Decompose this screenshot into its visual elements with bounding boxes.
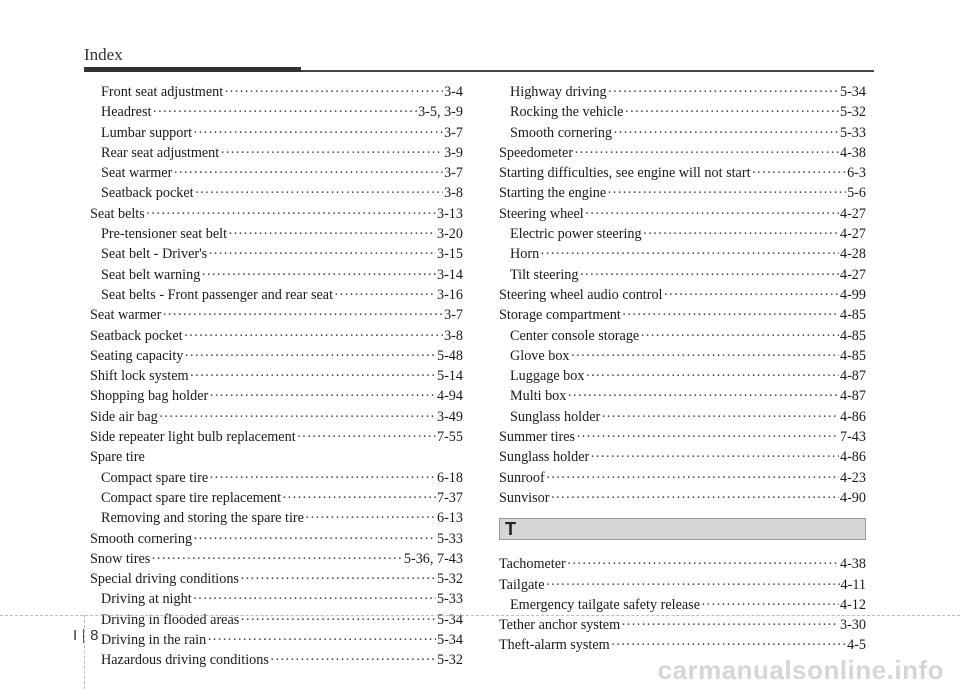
dot-leader xyxy=(622,305,839,325)
dot-leader xyxy=(643,224,839,244)
section-letter: T xyxy=(505,518,516,539)
entry-page-ref: 4-23 xyxy=(839,469,866,486)
entry-label: Pre-tensioner seat belt xyxy=(101,226,228,243)
index-entry xyxy=(499,163,866,183)
index-entry xyxy=(499,366,866,386)
dot-leader xyxy=(184,326,444,346)
entry-page-ref: 5-36, 7-43 xyxy=(403,550,463,567)
entry-page-ref: 4-38 xyxy=(839,556,866,573)
index-entry xyxy=(90,143,463,163)
index-entry xyxy=(90,102,463,122)
dot-leader xyxy=(608,82,839,102)
dot-leader xyxy=(571,346,839,366)
index-entry xyxy=(499,305,866,325)
entry-label: Front seat adjustment xyxy=(101,84,224,100)
index-entry xyxy=(90,224,463,244)
index-entry xyxy=(499,346,866,366)
dot-leader xyxy=(193,589,436,609)
dot-leader xyxy=(621,615,839,635)
entry-page-ref: 7-37 xyxy=(436,489,463,506)
index-entry xyxy=(499,143,866,163)
index-entry xyxy=(499,102,866,122)
index-entry xyxy=(499,82,866,102)
index-entry xyxy=(499,183,866,203)
index-entry xyxy=(90,285,463,305)
entry-page-ref: 3-7 xyxy=(444,307,463,324)
index-entry xyxy=(499,265,866,285)
index-entry xyxy=(90,630,463,650)
entry-label: Side air bag xyxy=(90,408,158,425)
entry-label: Sunglass holder xyxy=(510,408,601,425)
index-entry xyxy=(499,123,866,143)
entry-page-ref: 5-33 xyxy=(436,591,463,608)
index-entry xyxy=(90,407,463,427)
entry-page-ref: 3-8 xyxy=(444,185,463,202)
dot-leader xyxy=(579,265,839,285)
entry-page-ref: 3-15 xyxy=(436,246,463,263)
entry-label: Side repeater light bulb replacement xyxy=(90,429,296,446)
dot-leader xyxy=(576,427,839,447)
entry-page-ref: 5-34 xyxy=(436,611,463,628)
index-entry xyxy=(90,123,463,143)
entry-label: Tether anchor system xyxy=(499,617,621,634)
index-entry xyxy=(90,650,463,670)
entry-page-ref: 4-86 xyxy=(839,408,866,425)
index-entry xyxy=(499,224,866,244)
entry-label: Seating capacity xyxy=(90,347,184,364)
entry-page-ref: 7-43 xyxy=(839,429,866,446)
header-rule-accent xyxy=(84,67,301,72)
dot-leader xyxy=(624,102,839,122)
entry-label: Compact spare tire replacement xyxy=(101,489,282,506)
dot-leader xyxy=(611,635,846,655)
entry-page-ref: 3-4 xyxy=(444,84,463,100)
dot-leader xyxy=(585,366,839,386)
entry-page-ref: 4-27 xyxy=(839,266,866,283)
entry-page-ref: 5-32 xyxy=(436,571,463,588)
index-entry xyxy=(90,386,463,406)
entry-page-ref: 5-34 xyxy=(839,84,866,100)
index-entry xyxy=(90,183,463,203)
index-entry xyxy=(90,610,463,630)
dot-leader xyxy=(607,183,846,203)
entry-label: Seat warmer xyxy=(101,165,173,182)
entry-label: Tachometer xyxy=(499,556,566,573)
entry-page-ref: 4-87 xyxy=(839,388,866,405)
entry-label: Starting the engine xyxy=(499,185,607,202)
dot-leader xyxy=(146,204,436,224)
dot-leader xyxy=(297,427,436,447)
page-section-letter: I xyxy=(73,627,78,644)
index-entry xyxy=(90,326,463,346)
entry-label: Multi box xyxy=(510,388,567,405)
section-header-t xyxy=(499,518,866,540)
entry-label: Shift lock system xyxy=(90,368,189,385)
watermark: carmanualsonline.info xyxy=(657,655,944,685)
entry-page-ref: 4-86 xyxy=(839,449,866,466)
entry-label: Luggage box xyxy=(510,368,585,385)
entry-page-ref: 4-85 xyxy=(839,347,866,364)
entry-label: Spare tire xyxy=(90,449,145,466)
dot-leader xyxy=(228,224,436,244)
dot-leader xyxy=(546,575,840,595)
entry-page-ref: 4-28 xyxy=(839,246,866,263)
entry-page-ref: 3-5, 3-9 xyxy=(418,104,463,121)
entry-label: Sunglass holder xyxy=(499,449,590,466)
index-entry xyxy=(90,163,463,183)
dot-leader xyxy=(207,630,436,650)
index-entry xyxy=(499,554,866,574)
dot-leader xyxy=(334,285,436,305)
index-entry xyxy=(499,575,866,595)
entry-label: Lumbar support xyxy=(101,124,193,141)
dot-leader xyxy=(159,407,436,427)
entry-label: Seat belt warning xyxy=(101,266,201,283)
index-entry xyxy=(499,326,866,346)
page-number xyxy=(73,627,99,644)
dot-leader xyxy=(601,407,839,427)
entry-page-ref: 3-20 xyxy=(436,226,463,243)
entry-label: Headrest xyxy=(101,104,152,121)
index-entry xyxy=(90,549,463,569)
dot-leader xyxy=(193,123,443,143)
index-list-t xyxy=(499,554,866,655)
index-entry xyxy=(90,508,463,528)
dot-leader xyxy=(190,366,436,386)
dot-leader xyxy=(567,386,839,406)
entry-label: Emergency tailgate safety release xyxy=(510,596,700,613)
dot-leader xyxy=(240,610,436,630)
index-entry xyxy=(90,82,463,102)
entry-label: Starting difficulties, see engine will not start xyxy=(499,165,751,182)
entry-page-ref: 3-30 xyxy=(839,617,866,634)
index-entry xyxy=(90,204,463,224)
page-title: Index xyxy=(84,45,123,64)
dot-leader xyxy=(209,386,436,406)
footer-rule xyxy=(0,615,960,616)
entry-page-ref: 4-11 xyxy=(840,576,866,593)
entry-page-ref: 3-13 xyxy=(436,205,463,222)
entry-label: Driving in the rain xyxy=(101,632,207,649)
entry-label: Seatback pocket xyxy=(90,327,183,344)
entry-page-ref: 4-99 xyxy=(839,286,866,303)
index-entry xyxy=(90,589,463,609)
entry-page-ref: 5-34 xyxy=(436,632,463,649)
index-entry xyxy=(90,305,463,325)
page-number-value: 8 xyxy=(90,627,99,644)
entry-page-ref: 4-94 xyxy=(436,388,463,405)
dot-leader xyxy=(184,346,436,366)
page-number-separator xyxy=(83,629,84,643)
index-entry xyxy=(499,635,866,655)
dot-leader xyxy=(240,569,436,589)
entry-label: Sunvisor xyxy=(499,489,550,506)
entry-page-ref: 7-55 xyxy=(436,429,463,446)
entry-page-ref: 4-85 xyxy=(839,327,866,344)
dot-leader xyxy=(209,468,436,488)
entry-label: Driving at night xyxy=(101,591,192,608)
entry-label: Tailgate xyxy=(499,576,545,593)
entry-page-ref: 4-12 xyxy=(839,596,866,613)
index-entry xyxy=(499,204,866,224)
entry-label: Storage compartment xyxy=(499,307,621,324)
entry-page-ref: 6-13 xyxy=(436,510,463,527)
entry-label: Hazardous driving conditions xyxy=(101,652,269,669)
entry-page-ref: 6-18 xyxy=(436,469,463,486)
entry-label: Removing and storing the spare tire xyxy=(101,510,304,527)
index-entry xyxy=(499,285,866,305)
entry-label: Rear seat adjustment xyxy=(101,144,220,161)
dot-leader xyxy=(152,102,417,122)
index-entry xyxy=(499,447,866,467)
entry-page-ref: 3-14 xyxy=(436,266,463,283)
entry-page-ref: 4-90 xyxy=(839,489,866,506)
dot-leader xyxy=(162,305,443,325)
entry-label: Compact spare tire xyxy=(101,469,209,486)
dot-leader xyxy=(224,82,443,102)
entry-page-ref: 5-6 xyxy=(847,185,866,202)
dot-leader xyxy=(664,285,839,305)
dot-leader xyxy=(613,123,839,143)
dot-leader xyxy=(305,508,436,528)
index-entry xyxy=(499,488,866,508)
entry-label: Summer tires xyxy=(499,429,576,446)
index-entry xyxy=(90,346,463,366)
entry-label: Steering wheel xyxy=(499,205,584,222)
dot-leader xyxy=(640,326,839,346)
dot-leader xyxy=(752,163,847,183)
index-entry xyxy=(499,595,866,615)
dot-leader xyxy=(270,650,436,670)
entry-page-ref: 6-3 xyxy=(847,165,866,182)
dot-leader xyxy=(195,183,444,203)
index-entry xyxy=(90,366,463,386)
dot-leader xyxy=(151,549,403,569)
entry-page-ref: 3-8 xyxy=(444,327,463,344)
index-list-s-continued xyxy=(499,82,866,508)
dot-leader xyxy=(540,244,839,264)
entry-page-ref: 4-38 xyxy=(839,144,866,161)
dot-leader xyxy=(590,447,839,467)
dot-leader xyxy=(701,595,839,615)
entry-page-ref: 5-32 xyxy=(436,652,463,669)
index-entry xyxy=(499,615,866,635)
entry-page-ref: 3-9 xyxy=(444,144,463,161)
entry-label: Seat warmer xyxy=(90,307,162,324)
entry-label: Rocking the vehicle xyxy=(510,104,624,121)
dot-leader xyxy=(585,204,839,224)
dot-leader xyxy=(208,244,436,264)
entry-page-ref: 4-87 xyxy=(839,368,866,385)
index-entry xyxy=(90,488,463,508)
index-entry xyxy=(90,427,463,447)
entry-page-ref: 3-7 xyxy=(444,165,463,182)
entry-label: Tilt steering xyxy=(510,266,579,283)
entry-page-ref: 4-5 xyxy=(847,637,866,654)
entry-page-ref: 5-32 xyxy=(839,104,866,121)
entry-page-ref: 4-27 xyxy=(839,205,866,222)
dot-leader xyxy=(567,554,839,574)
index-entry xyxy=(499,427,866,447)
entry-label: Speedometer xyxy=(499,144,574,161)
dot-leader xyxy=(546,468,839,488)
entry-page-ref: 4-85 xyxy=(839,307,866,324)
entry-page-ref: 5-33 xyxy=(436,530,463,547)
entry-page-ref: 3-16 xyxy=(436,286,463,303)
entry-label: Theft-alarm system xyxy=(499,637,610,654)
entry-label: Center console storage xyxy=(510,327,640,344)
index-column-left xyxy=(90,82,463,671)
index-entry xyxy=(499,407,866,427)
entry-label: Seat belts xyxy=(90,205,145,222)
index-entry xyxy=(90,468,463,488)
index-entry xyxy=(499,468,866,488)
entry-label: Seatback pocket xyxy=(101,185,194,202)
dot-leader xyxy=(550,488,839,508)
entry-label: Smooth cornering xyxy=(510,124,613,141)
entry-label: Seat belt - Driver's xyxy=(101,246,208,263)
index-entry xyxy=(90,569,463,589)
entry-label: Sunroof xyxy=(499,469,545,486)
entry-page-ref: 5-33 xyxy=(839,124,866,141)
dot-leader xyxy=(193,529,436,549)
entry-label: Glove box xyxy=(510,347,570,364)
dot-leader xyxy=(282,488,436,508)
entry-label: Electric power steering xyxy=(510,226,642,243)
entry-label: Shopping bag holder xyxy=(90,388,209,405)
entry-label: Steering wheel audio control xyxy=(499,286,663,303)
index-entry xyxy=(90,244,463,264)
entry-label: Snow tires xyxy=(90,550,151,567)
entry-page-ref: 4-27 xyxy=(839,226,866,243)
index-entry xyxy=(499,244,866,264)
dot-leader xyxy=(220,143,443,163)
entry-label: Seat belts - Front passenger and rear seat xyxy=(101,286,334,303)
dot-leader xyxy=(201,265,436,285)
index-entry xyxy=(90,529,463,549)
entry-page-ref: 5-48 xyxy=(436,347,463,364)
entry-label: Horn xyxy=(510,246,540,263)
dot-leader xyxy=(574,143,839,163)
entry-label: Special driving conditions xyxy=(90,571,239,588)
entry-page-ref: 5-14 xyxy=(436,368,463,385)
index-entry xyxy=(499,386,866,406)
entry-page-ref: 3-7 xyxy=(444,124,463,141)
index-entry xyxy=(90,265,463,285)
entry-label: Driving in flooded areas xyxy=(101,611,240,628)
entry-label: Highway driving xyxy=(510,84,607,100)
index-entry xyxy=(90,447,463,467)
index-column-right xyxy=(499,82,866,656)
entry-label: Smooth cornering xyxy=(90,530,193,547)
dot-leader xyxy=(173,163,443,183)
entry-page-ref: 3-49 xyxy=(436,408,463,425)
